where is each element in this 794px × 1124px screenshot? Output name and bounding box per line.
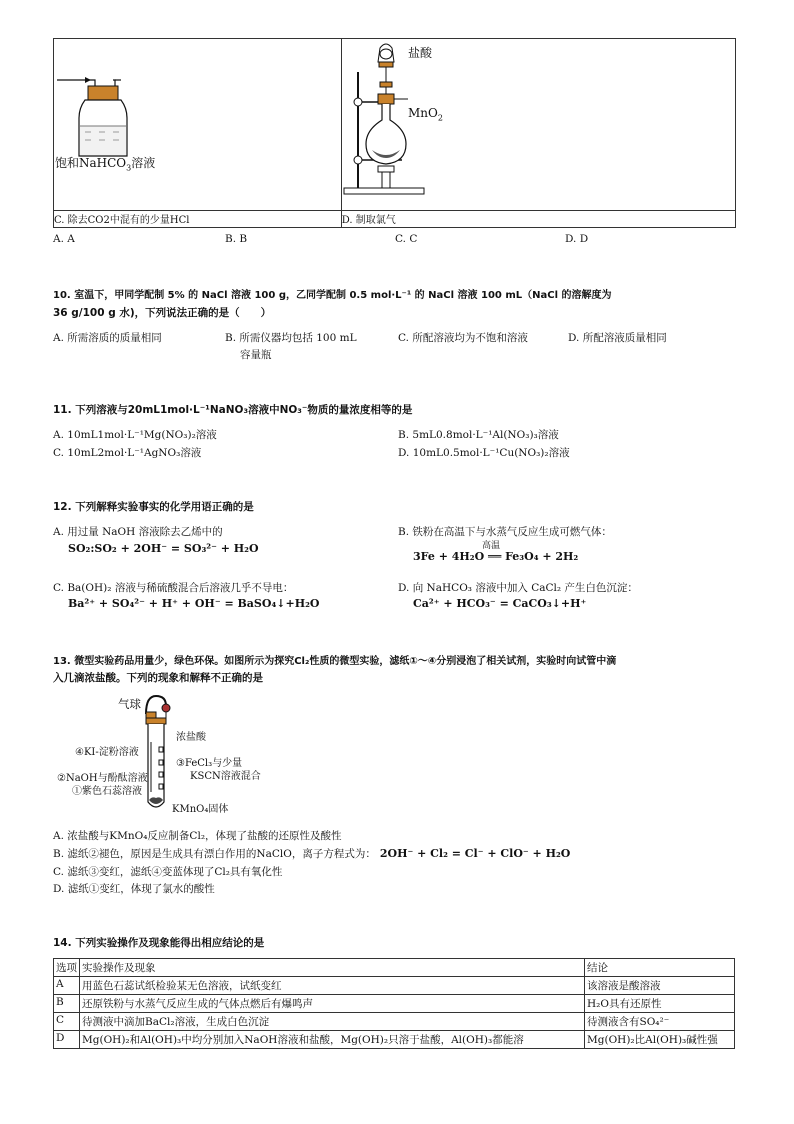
q11-stem: 11. 下列溶液与20mL1mol·L⁻¹NaNO₃溶液中NO₃⁻物质的量浓度相等的是: [53, 404, 413, 416]
row-a-operation: 用蓝色石蕊试纸检验某无色溶液，试纸变红: [80, 977, 585, 995]
table-row: [54, 995, 735, 1013]
q12-option-b-equation: 3Fe + 4H₂O ══ Fe₃O₄ + 2H₂: [413, 550, 579, 563]
q9-option-b: B. B: [225, 233, 248, 245]
table-row: [54, 977, 735, 995]
q9-option-c: C. C: [395, 233, 418, 245]
row-c-conclusion: 待测液含有SO₄²⁻: [585, 1013, 735, 1031]
table-header-row: [54, 959, 735, 977]
q10-option-b-line2: 容量瓶: [240, 349, 272, 361]
q13-option-d: D. 滤纸①变红，体现了氯水的酸性: [53, 883, 215, 895]
header-conclusion: 结论: [585, 959, 735, 977]
q9-cell-d-text: D. 制取氯气: [341, 211, 735, 228]
acid-label: 盐酸: [408, 46, 433, 60]
q14-stem: 14. 下列实验操作及现象能得出相应结论的是: [53, 937, 265, 949]
mno2-label: MnO$_2$: [408, 106, 443, 123]
q13-stem-line2: 入几滴浓盐酸。下列的现象和解释不正确的是: [53, 672, 263, 684]
table-row: [54, 1013, 735, 1031]
balloon-label: 气球: [118, 697, 141, 711]
q9-option-d: D. D: [565, 233, 589, 245]
q10-option-c: C. 所配溶液均为不饱和溶液: [398, 332, 528, 344]
q10-option-a: A. 所需溶质的质量相同: [53, 332, 162, 344]
q13-option-c: C. 滤纸③变红，滤纸④变蓝体现了Cl₂具有氧化性: [53, 866, 283, 878]
q14-table: [53, 958, 735, 1049]
q11-option-d: D. 10mL0.5mol·L⁻¹Cu(NO₃)₂溶液: [398, 447, 570, 459]
q10-option-b-line1: B. 所需仪器均包括 100 mL: [225, 332, 357, 344]
q12-option-d-line1: D. 向 NaHCO₃ 溶液中加入 CaCl₂ 产生白色沉淀：: [398, 582, 638, 594]
q9-option-a: A. A: [53, 233, 75, 245]
kmno4-label: KMnO₄固体: [172, 804, 229, 815]
q12-stem: 12. 下列解释实验事实的化学用语正确的是: [53, 501, 254, 513]
q12-option-a-line1: A. 用过量 NaOH 溶液除去乙烯中的: [53, 526, 223, 538]
bottle-label: 饱和NaHCO$_3$溶液: [55, 156, 156, 173]
row-b-operation: 还原铁粉与水蒸气反应生成的气体点燃后有爆鸣声: [80, 995, 585, 1013]
row-d-operation: Mg(OH)₂和Al(OH)₃中均分别加入NaOH溶液和盐酸，Mg(OH)₂只溶于盐酸，Al(OH)₃都能溶: [80, 1031, 585, 1049]
row-b-conclusion: H₂O具有还原性: [585, 995, 735, 1013]
row-d-option: D: [54, 1031, 80, 1049]
q12-option-c-equation: Ba²⁺ + SO₄²⁻ + H⁺ + OH⁻ = BaSO₄↓+H₂O: [68, 597, 320, 610]
row-d-conclusion: Mg(OH)₂比Al(OH)₃碱性强: [585, 1031, 735, 1049]
q11-option-b: B. 5mL0.8mol·L⁻¹Al(NO₃)₃溶液: [398, 429, 559, 441]
micro-test-tube-icon: [140, 692, 180, 814]
q11-option-a: A. 10mL1mol·L⁻¹Mg(NO₃)₂溶液: [53, 429, 217, 441]
q10-option-d: D. 所配溶液质量相同: [568, 332, 667, 344]
q13-option-a: A. 浓盐酸与KMnO₄反应制备Cl₂，体现了盐酸的还原性及酸性: [53, 830, 342, 842]
paper-3-label-line2: KSCN溶液混合: [190, 771, 261, 782]
header-option: 选项: [54, 959, 80, 977]
paper-1-label: ①紫色石蕊溶液: [72, 786, 142, 797]
header-operation: 实验操作及现象: [80, 959, 585, 977]
q10-stem-line2: 36 g/100 g 水)，下列说法正确的是（ ）: [53, 307, 272, 319]
q12-option-a-equation: SO₂:SO₂ + 2OH⁻ = SO₃²⁻ + H₂O: [68, 542, 259, 555]
q13-option-b: B. 滤纸②褪色，原因是生成具有漂白作用的NaClO，离子方程式为： 2OH⁻ + Cl₂ = Cl⁻ + ClO⁻ + H₂O: [53, 847, 571, 860]
conc-hcl-label: 浓盐酸: [176, 732, 206, 743]
q9-cell-c-text: C. 除去CO2中混有的少量HCl: [54, 211, 342, 228]
row-c-option: C: [54, 1013, 80, 1031]
q11-option-c: C. 10mL2mol·L⁻¹AgNO₃溶液: [53, 447, 202, 459]
q12-option-b-condition: 高温: [482, 541, 501, 551]
row-a-conclusion: 该溶液是酸溶液: [585, 977, 735, 995]
row-b-option: B: [54, 995, 80, 1013]
paper-4-label: ④KI-淀粉溶液: [75, 747, 139, 758]
q12-option-d-equation: Ca²⁺ + HCO₃⁻ = CaCO₃↓+H⁺: [413, 597, 587, 610]
q10-stem-line1: 10. 室温下，甲同学配制 5% 的 NaCl 溶液 100 g，乙同学配制 0.5 mol·L⁻¹ 的 NaCl 溶液 100 mL（NaCl 的溶解度为: [53, 290, 612, 301]
paper-3-label-line1: ③FeCl₃与少量: [176, 758, 243, 769]
q13-stem-line1: 13. 微型实验药品用量少，绿色环保。如图所示为探究Cl₂性质的微型实验，滤纸①～④分别浸泡了相关试剂，实验时向试管中滴: [53, 656, 617, 667]
table-row: [54, 1031, 735, 1049]
row-a-option: A: [54, 977, 80, 995]
row-c-operation: 待测液中滴加BaCl₂溶液，生成白色沉淀: [80, 1013, 585, 1031]
q12-option-b-line1: B. 铁粉在高温下与水蒸气反应生成可燃气体：: [398, 526, 612, 538]
paper-2-label: ②NaOH与酚酞溶液: [57, 773, 148, 784]
q12-option-c-line1: C. Ba(OH)₂ 溶液与稀硫酸混合后溶液几乎不导电：: [53, 582, 294, 594]
